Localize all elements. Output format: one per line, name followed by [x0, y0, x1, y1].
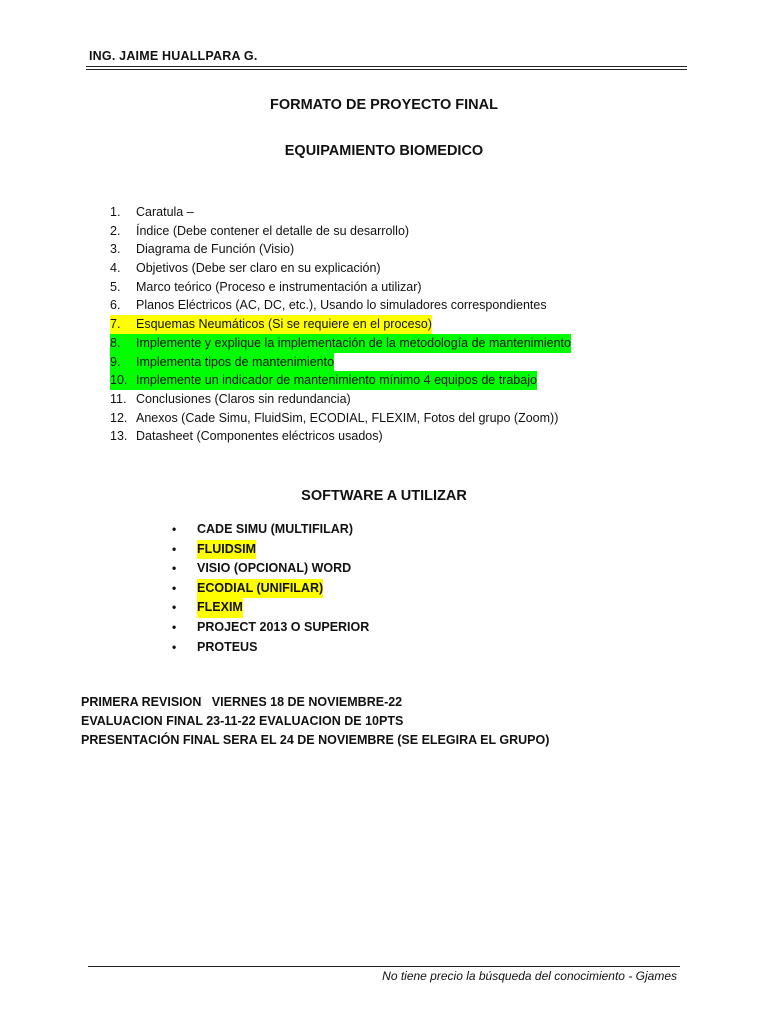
software-item	[172, 618, 369, 638]
list-item-number: 10.	[110, 373, 128, 388]
footer-quote: No tiene precio la búsqueda del conocimiento - Gjames	[382, 969, 677, 983]
requirements-list	[110, 203, 571, 446]
software-item	[172, 638, 369, 658]
final-presentation-line: PRESENTACIÓN FINAL SERA EL 24 DE NOVIEMBRE (SE ELEGIRA EL GRUPO)	[81, 733, 550, 747]
header-divider	[86, 66, 687, 67]
list-item	[110, 371, 571, 390]
list-item-text: Diagrama de Función (Visio)	[136, 242, 295, 257]
bullet-icon: •	[172, 561, 177, 576]
final-evaluation-line: EVALUACION FINAL 23-11-22 EVALUACION DE 10PTS	[81, 714, 404, 728]
list-item	[110, 278, 571, 297]
software-item-label: FLEXIM	[197, 598, 243, 618]
software-item	[172, 598, 369, 618]
bullet-icon: •	[172, 580, 177, 595]
list-item-text: Caratula –	[136, 205, 194, 219]
list-item-number: 1.	[110, 205, 121, 219]
list-item	[110, 203, 571, 222]
list-item-number: 6.	[110, 298, 121, 313]
list-item-number: 11.	[110, 391, 127, 406]
software-item-label: ECODIAL (UNIFILAR)	[197, 579, 323, 599]
list-item	[110, 296, 571, 315]
header-author: ING. JAIME HUALLPARA G.	[89, 49, 258, 63]
software-item	[172, 520, 369, 540]
bullet-icon: •	[172, 600, 177, 615]
document-title: FORMATO DE PROYECTO FINAL	[270, 97, 498, 113]
list-item	[110, 222, 571, 241]
list-item-number: 12.	[110, 410, 128, 425]
bullet-icon: •	[172, 522, 177, 536]
software-list	[172, 520, 369, 657]
bullet-icon: •	[172, 639, 177, 654]
list-item-number: 2.	[110, 223, 121, 238]
list-item	[110, 353, 571, 372]
bullet-icon: •	[172, 619, 177, 634]
list-item-text: Marco teórico (Proceso e instrumentación a utilizar)	[136, 279, 422, 294]
list-item-text: Índice (Debe contener el detalle de su desarrollo)	[136, 223, 410, 238]
software-item-label: FLUIDSIM	[197, 540, 256, 560]
list-item-text: Objetivos (Debe ser claro en su explicación)	[136, 261, 381, 276]
software-item-label: PROJECT 2013 O SUPERIOR	[197, 619, 370, 634]
list-item-text: Planos Eléctricos (AC, DC, etc.), Usando lo simuladores correspondientes	[136, 298, 547, 313]
footer-divider	[88, 966, 680, 967]
list-item	[110, 240, 571, 259]
list-item	[110, 390, 571, 409]
list-item	[110, 409, 571, 428]
list-item-number: 9.	[110, 354, 121, 369]
header-divider-thick	[86, 69, 687, 70]
software-item	[172, 540, 369, 560]
software-item	[172, 579, 369, 599]
software-heading: SOFTWARE A UTILIZAR	[301, 488, 467, 504]
list-item	[110, 315, 571, 334]
list-item-number: 3.	[110, 242, 121, 257]
list-item-text: Conclusiones (Claros sin redundancia)	[136, 391, 351, 406]
software-item-label: CADE SIMU (MULTIFILAR)	[197, 522, 353, 536]
list-item-text: Esquemas Neumáticos (Si se requiere en el proceso)	[136, 317, 432, 332]
document-subject: EQUIPAMIENTO BIOMEDICO	[284, 143, 484, 159]
list-item-text: Datasheet (Componentes eléctricos usados)	[136, 429, 383, 444]
bullet-icon: •	[172, 541, 177, 556]
list-item-text: Anexos (Cade Simu, FluidSim, ECODIAL, FLEXIM, Fotos del grupo (Zoom))	[136, 410, 559, 425]
software-item	[172, 559, 369, 579]
list-item-number: 13.	[110, 429, 128, 444]
list-item	[110, 259, 571, 278]
list-item-text: Implemente y explique la implementación de la metodología de mantenimiento	[136, 335, 571, 350]
list-item-number: 7.	[110, 317, 121, 332]
list-item	[110, 427, 571, 446]
list-item-text: Implemente un indicador de mantenimiento mínimo 4 equipos de trabajo	[136, 373, 537, 388]
list-item-text: Implementa tipos de mantenimiento	[136, 354, 335, 369]
software-item-label: PROTEUS	[197, 639, 258, 654]
first-review-line: PRIMERA REVISION VIERNES 18 DE NOVIEMBRE-22	[81, 695, 403, 709]
list-item-number: 8.	[110, 335, 121, 350]
list-item	[110, 334, 571, 353]
list-item-number: 5.	[110, 279, 121, 294]
list-item-number: 4.	[110, 261, 121, 276]
schedule-block	[81, 693, 549, 750]
software-item-label: VISIO (OPCIONAL) WORD	[197, 561, 352, 576]
